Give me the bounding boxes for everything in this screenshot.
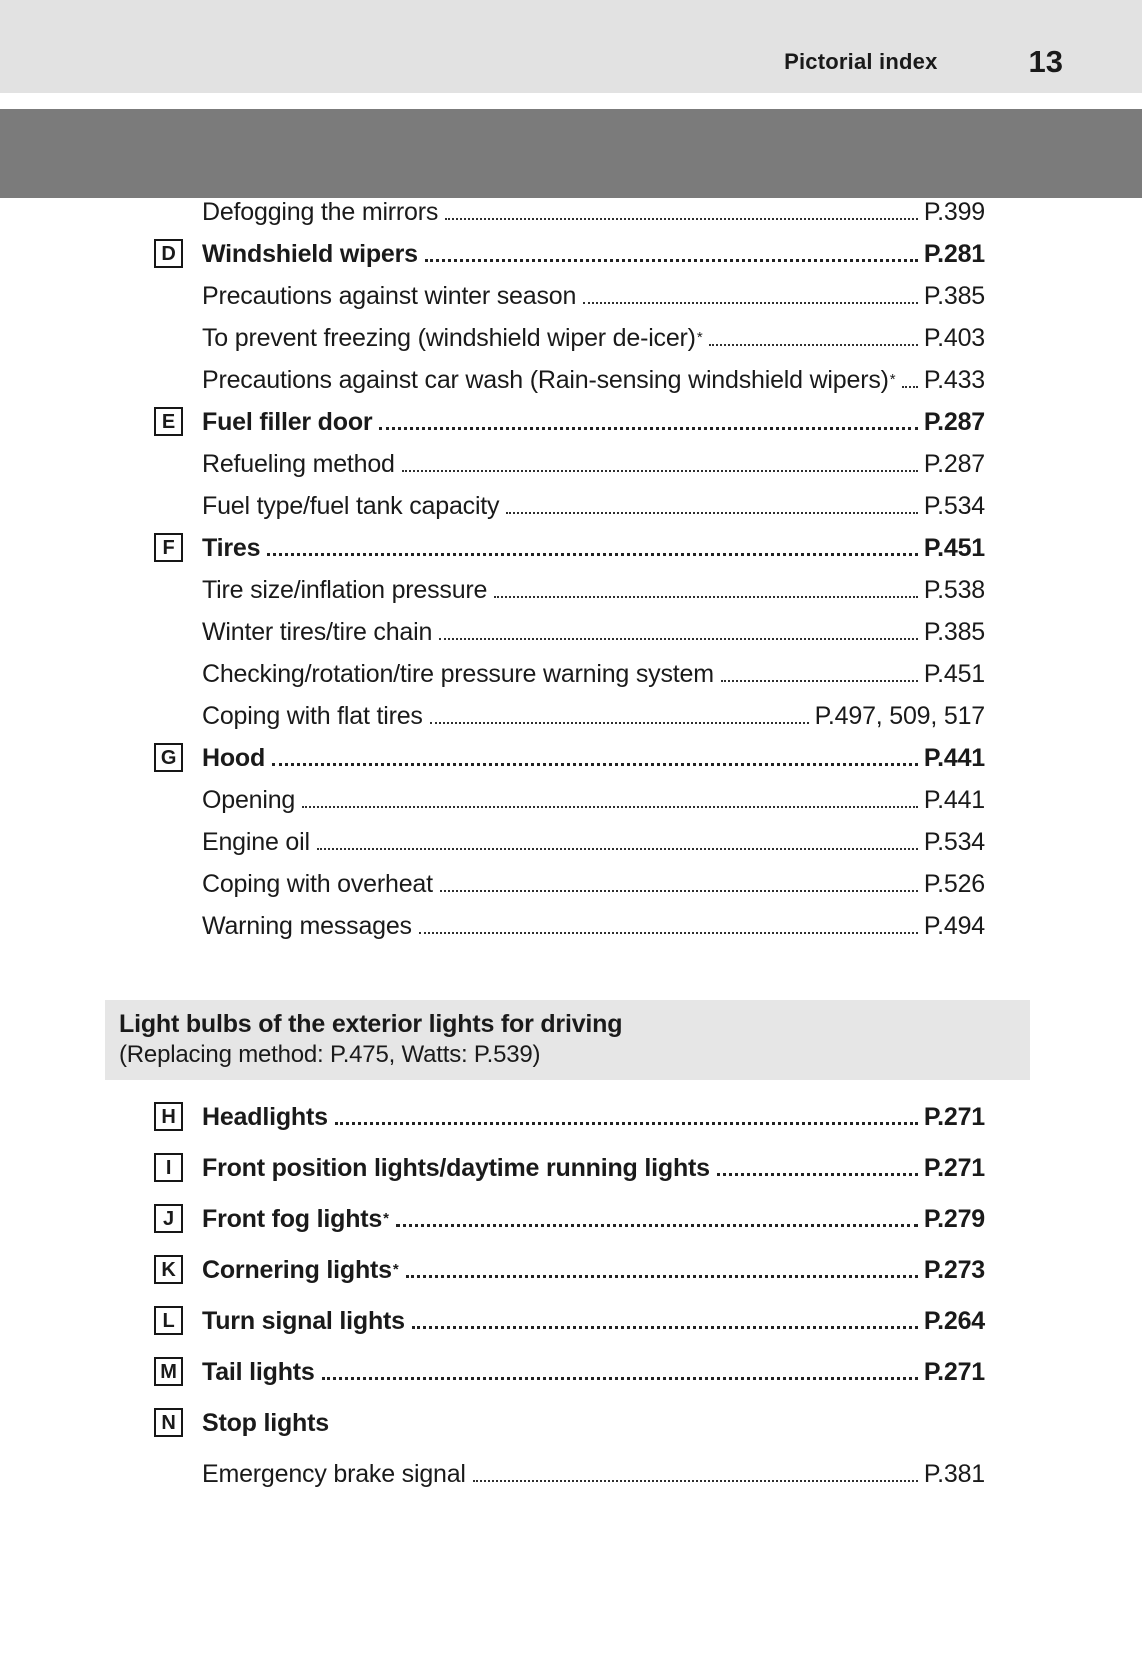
entry-label: Warning messages: [202, 912, 412, 940]
page-reference: P.534: [923, 828, 985, 856]
dotted-leader: [439, 633, 918, 640]
page-reference: P.385: [923, 282, 985, 310]
letter-box: [154, 1255, 183, 1284]
page-reference: P.494: [923, 912, 985, 940]
entry-label: Tail lights: [202, 1358, 315, 1386]
entry-label: Defogging the mirrors: [202, 198, 439, 226]
highlight-subtitle: (Replacing method: P.475, Watts: P.539): [119, 1041, 541, 1068]
dotted-leader: [440, 885, 918, 892]
dotted-leader: [272, 758, 918, 766]
index-subitem: [202, 282, 985, 310]
entry-label: Headlights: [202, 1103, 328, 1131]
letter-box: [154, 407, 183, 436]
letter-box: [154, 1153, 183, 1182]
entry-label: Checking/rotation/tire pressure warning system: [202, 660, 714, 688]
page-reference: P.441: [923, 744, 985, 772]
letter-box: [154, 533, 183, 562]
asterisk-footnote-marker: *: [889, 371, 896, 388]
light-bulbs-highlight-box: [105, 1000, 1030, 1080]
page-reference: P.381: [923, 1460, 985, 1488]
asterisk-footnote-marker: *: [696, 329, 703, 346]
entry-label: Tire size/inflation pressure: [202, 576, 488, 604]
letter-label: F: [162, 536, 175, 559]
letter-label: N: [161, 1411, 176, 1434]
entry-label: Precautions against car wash (Rain-sensing windshield wipers)*: [202, 366, 896, 394]
entry-label: Precautions against winter season: [202, 282, 577, 310]
entry-label: Opening: [202, 786, 296, 814]
index-content: [0, 198, 1142, 1488]
page-header-title: Pictorial index: [784, 48, 938, 74]
index-subitem: [202, 660, 985, 688]
index-subitem: [202, 786, 985, 814]
entry-label: Coping with overheat: [202, 870, 433, 898]
dotted-leader: [302, 801, 918, 808]
dotted-leader: [494, 591, 918, 598]
index-item-D: [161, 240, 985, 268]
letter-label: G: [160, 746, 177, 769]
index-item-J: [163, 1205, 985, 1233]
index-subitem: [202, 870, 985, 898]
page-reference: P.271: [923, 1358, 985, 1386]
page-header-band: [0, 0, 1142, 93]
page-reference: P.399: [923, 198, 985, 226]
index-item-G: [160, 744, 985, 772]
index-item-H: [161, 1103, 985, 1131]
dotted-leader: [406, 1270, 918, 1278]
entry-label: Tires: [202, 534, 261, 562]
dotted-leader: [721, 675, 918, 682]
entry-label: Hood: [202, 744, 266, 772]
entry-label: Front fog lights*: [202, 1205, 389, 1233]
letter-label: E: [161, 410, 176, 433]
page-reference: P.281: [923, 240, 985, 268]
letter-label: K: [161, 1258, 176, 1281]
dotted-leader: [396, 1219, 918, 1227]
page-reference: P.264: [923, 1307, 985, 1335]
lights-section: [160, 1103, 985, 1488]
dotted-leader: [317, 843, 918, 850]
dotted-leader: [335, 1117, 918, 1125]
index-subitem: [202, 702, 985, 730]
entry-label: Windshield wipers: [202, 240, 418, 268]
entry-label: Emergency brake signal: [202, 1460, 466, 1488]
dotted-leader: [419, 927, 918, 934]
page-reference: P.287: [923, 450, 985, 478]
page-reference: P.271: [923, 1154, 985, 1182]
index-subitem: [202, 450, 985, 478]
page-reference: P.451: [923, 534, 985, 562]
letter-box: [154, 743, 183, 772]
index-subitem: [202, 912, 985, 940]
dotted-leader: [402, 465, 918, 472]
page-reference: P.271: [923, 1103, 985, 1131]
entry-label: Refueling method: [202, 450, 395, 478]
entry-label: Turn signal lights: [202, 1307, 405, 1335]
index-subitem: [202, 618, 985, 646]
dotted-leader: [902, 381, 917, 388]
page-reference: P.526: [923, 870, 985, 898]
dotted-leader: [473, 1475, 918, 1482]
letter-label: L: [162, 1309, 175, 1332]
dotted-leader: [709, 339, 917, 346]
index-item-N: [161, 1409, 985, 1437]
letter-label: J: [163, 1207, 174, 1230]
letter-box: [154, 1408, 183, 1437]
entry-label: To prevent freezing (windshield wiper de-icer)*: [202, 324, 703, 352]
highlight-title: Light bulbs of the exterior lights for driving: [119, 1010, 623, 1038]
asterisk-footnote-marker: *: [392, 1261, 399, 1278]
index-section: [160, 198, 985, 940]
entry-label: Fuel type/fuel tank capacity: [202, 492, 500, 520]
index-item-I: [165, 1154, 985, 1182]
dotted-leader: [583, 297, 918, 304]
page-reference: P.497, 509, 517: [814, 702, 985, 730]
page-reference: P.534: [923, 492, 985, 520]
entry-label: Engine oil: [202, 828, 310, 856]
page-reference: P.287: [923, 408, 985, 436]
dotted-leader: [506, 507, 918, 514]
dotted-leader: [322, 1372, 918, 1380]
letter-label: H: [161, 1105, 176, 1128]
page-reference: P.451: [923, 660, 985, 688]
entry-label: Coping with flat tires: [202, 702, 423, 730]
page-reference: P.403: [923, 324, 985, 352]
index-item-F: [162, 534, 985, 562]
index-item-M: [160, 1358, 985, 1386]
index-subitem: [202, 324, 985, 352]
index-item-L: [162, 1307, 985, 1335]
index-subitem: [202, 828, 985, 856]
page-number: 13: [1028, 43, 1063, 79]
entry-label: Fuel filler door: [202, 408, 373, 436]
index-item-E: [161, 408, 985, 436]
section-divider-band: [0, 109, 1142, 198]
entry-label: Winter tires/tire chain: [202, 618, 433, 646]
dotted-leader: [267, 548, 918, 556]
index-subitem: [202, 198, 985, 226]
index-subitem: [202, 576, 985, 604]
index-subitem: [202, 366, 985, 394]
letter-box: [154, 1102, 183, 1131]
letter-box: [154, 239, 183, 268]
dotted-leader: [379, 422, 917, 430]
index-subitem: [202, 1460, 985, 1488]
letter-box: [154, 1204, 183, 1233]
index-subitem: [202, 492, 985, 520]
entry-label: Stop lights: [202, 1409, 329, 1437]
dotted-leader: [425, 254, 918, 262]
page-reference: P.538: [923, 576, 985, 604]
letter-label: I: [165, 1156, 172, 1179]
letter-box: [154, 1306, 183, 1335]
page-reference: P.385: [923, 618, 985, 646]
dotted-leader: [445, 213, 918, 220]
dotted-leader: [430, 717, 809, 724]
letter-label: D: [161, 242, 176, 265]
page-reference: P.279: [923, 1205, 985, 1233]
entry-label: Cornering lights*: [202, 1256, 399, 1284]
dotted-leader: [412, 1321, 918, 1329]
asterisk-footnote-marker: *: [383, 1210, 389, 1227]
page-reference: P.273: [923, 1256, 985, 1284]
page-reference: P.441: [923, 786, 985, 814]
index-item-K: [161, 1256, 985, 1284]
letter-label: M: [160, 1360, 177, 1383]
letter-box: [154, 1357, 183, 1386]
dotted-leader: [717, 1168, 918, 1176]
entry-label: Front position lights/daytime running lights: [202, 1154, 710, 1182]
page-reference: P.433: [923, 366, 985, 394]
